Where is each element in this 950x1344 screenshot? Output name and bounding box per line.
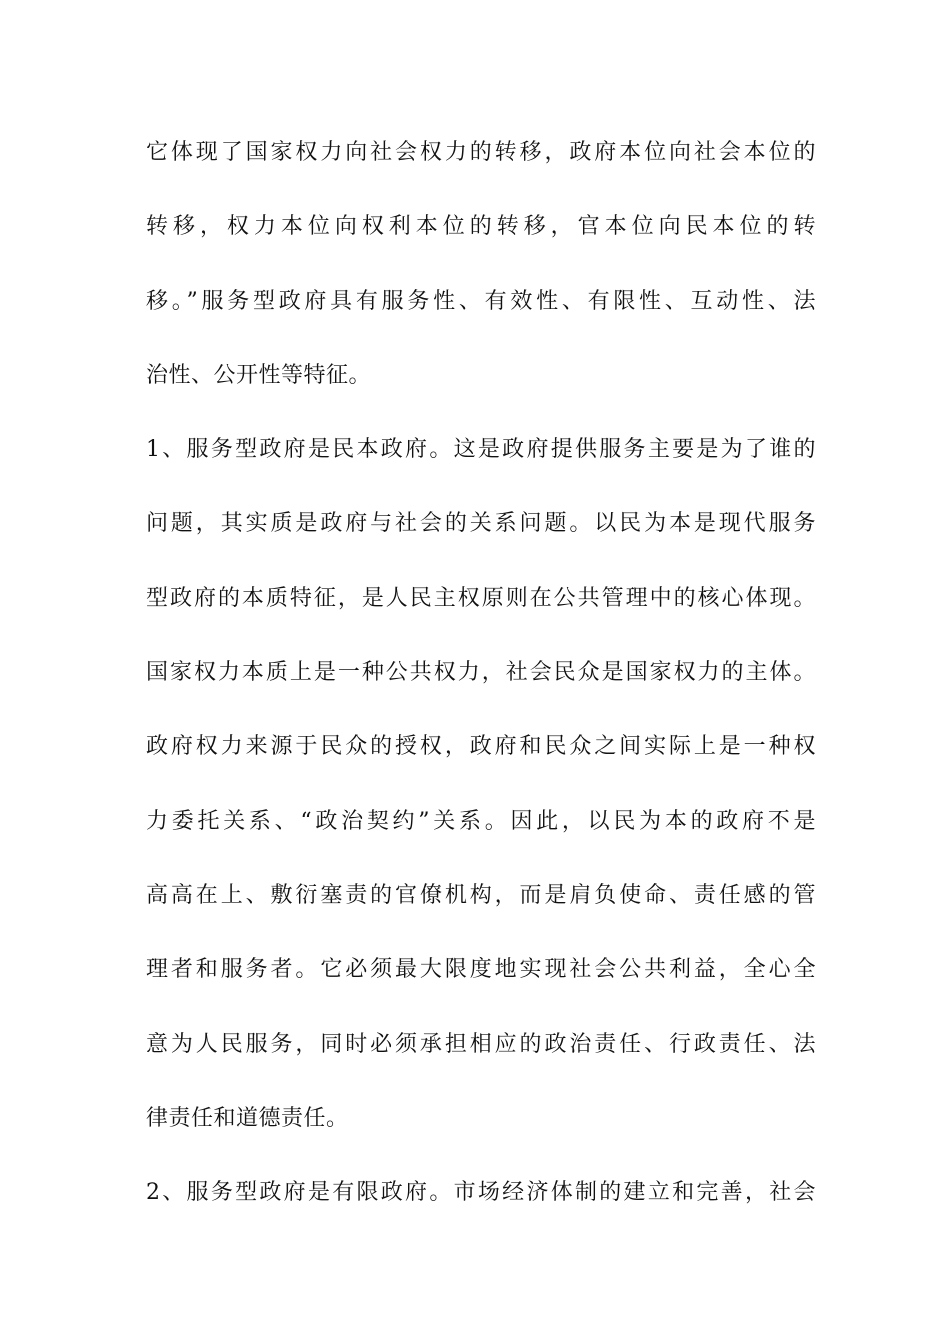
text-line: 转移，权力本位向权利本位的转移，官本位向民本位的转 [146, 214, 816, 240]
text-line: 移。”服务型政府具有服务性、有效性、有限性、互动性、法 [146, 288, 816, 314]
text-line: 治性、公开性等特征。 [146, 362, 372, 388]
text-line: 意为人民服务，同时必须承担相应的政治责任、行政责任、法 [146, 1031, 816, 1057]
text-line: 型政府的本质特征，是人民主权原则在公共管理中的核心体现。 [146, 585, 816, 611]
text-line: 2、服务型政府是有限政府。市场经济体制的建立和完善，社会 [146, 1180, 816, 1206]
text-line: 它体现了国家权力向社会权力的转移，政府本位向社会本位的 [146, 140, 816, 165]
text-line: 1、服务型政府是民本政府。这是政府提供服务主要是为了谁的 [146, 437, 816, 463]
text-line: 问题，其实质是政府与社会的关系问题。以民为本是现代服务 [146, 511, 816, 537]
text-line: 政府权力来源于民众的授权，政府和民众之间实际上是一种权 [146, 734, 816, 760]
text-line: 律责任和道德责任。 [146, 1105, 349, 1131]
body-text [146, 130, 816, 1244]
text-line: 力委托关系、“政治契约”关系。因此，以民为本的政府不是 [146, 808, 816, 834]
text-line: 理者和服务者。它必须最大限度地实现社会公共利益，全心全 [146, 957, 816, 983]
text-line: 国家权力本质上是一种公共权力，社会民众是国家权力的主体。 [146, 660, 816, 686]
text-line: 高高在上、敷衍塞责的官僚机构，而是肩负使命、责任感的管 [146, 882, 816, 908]
